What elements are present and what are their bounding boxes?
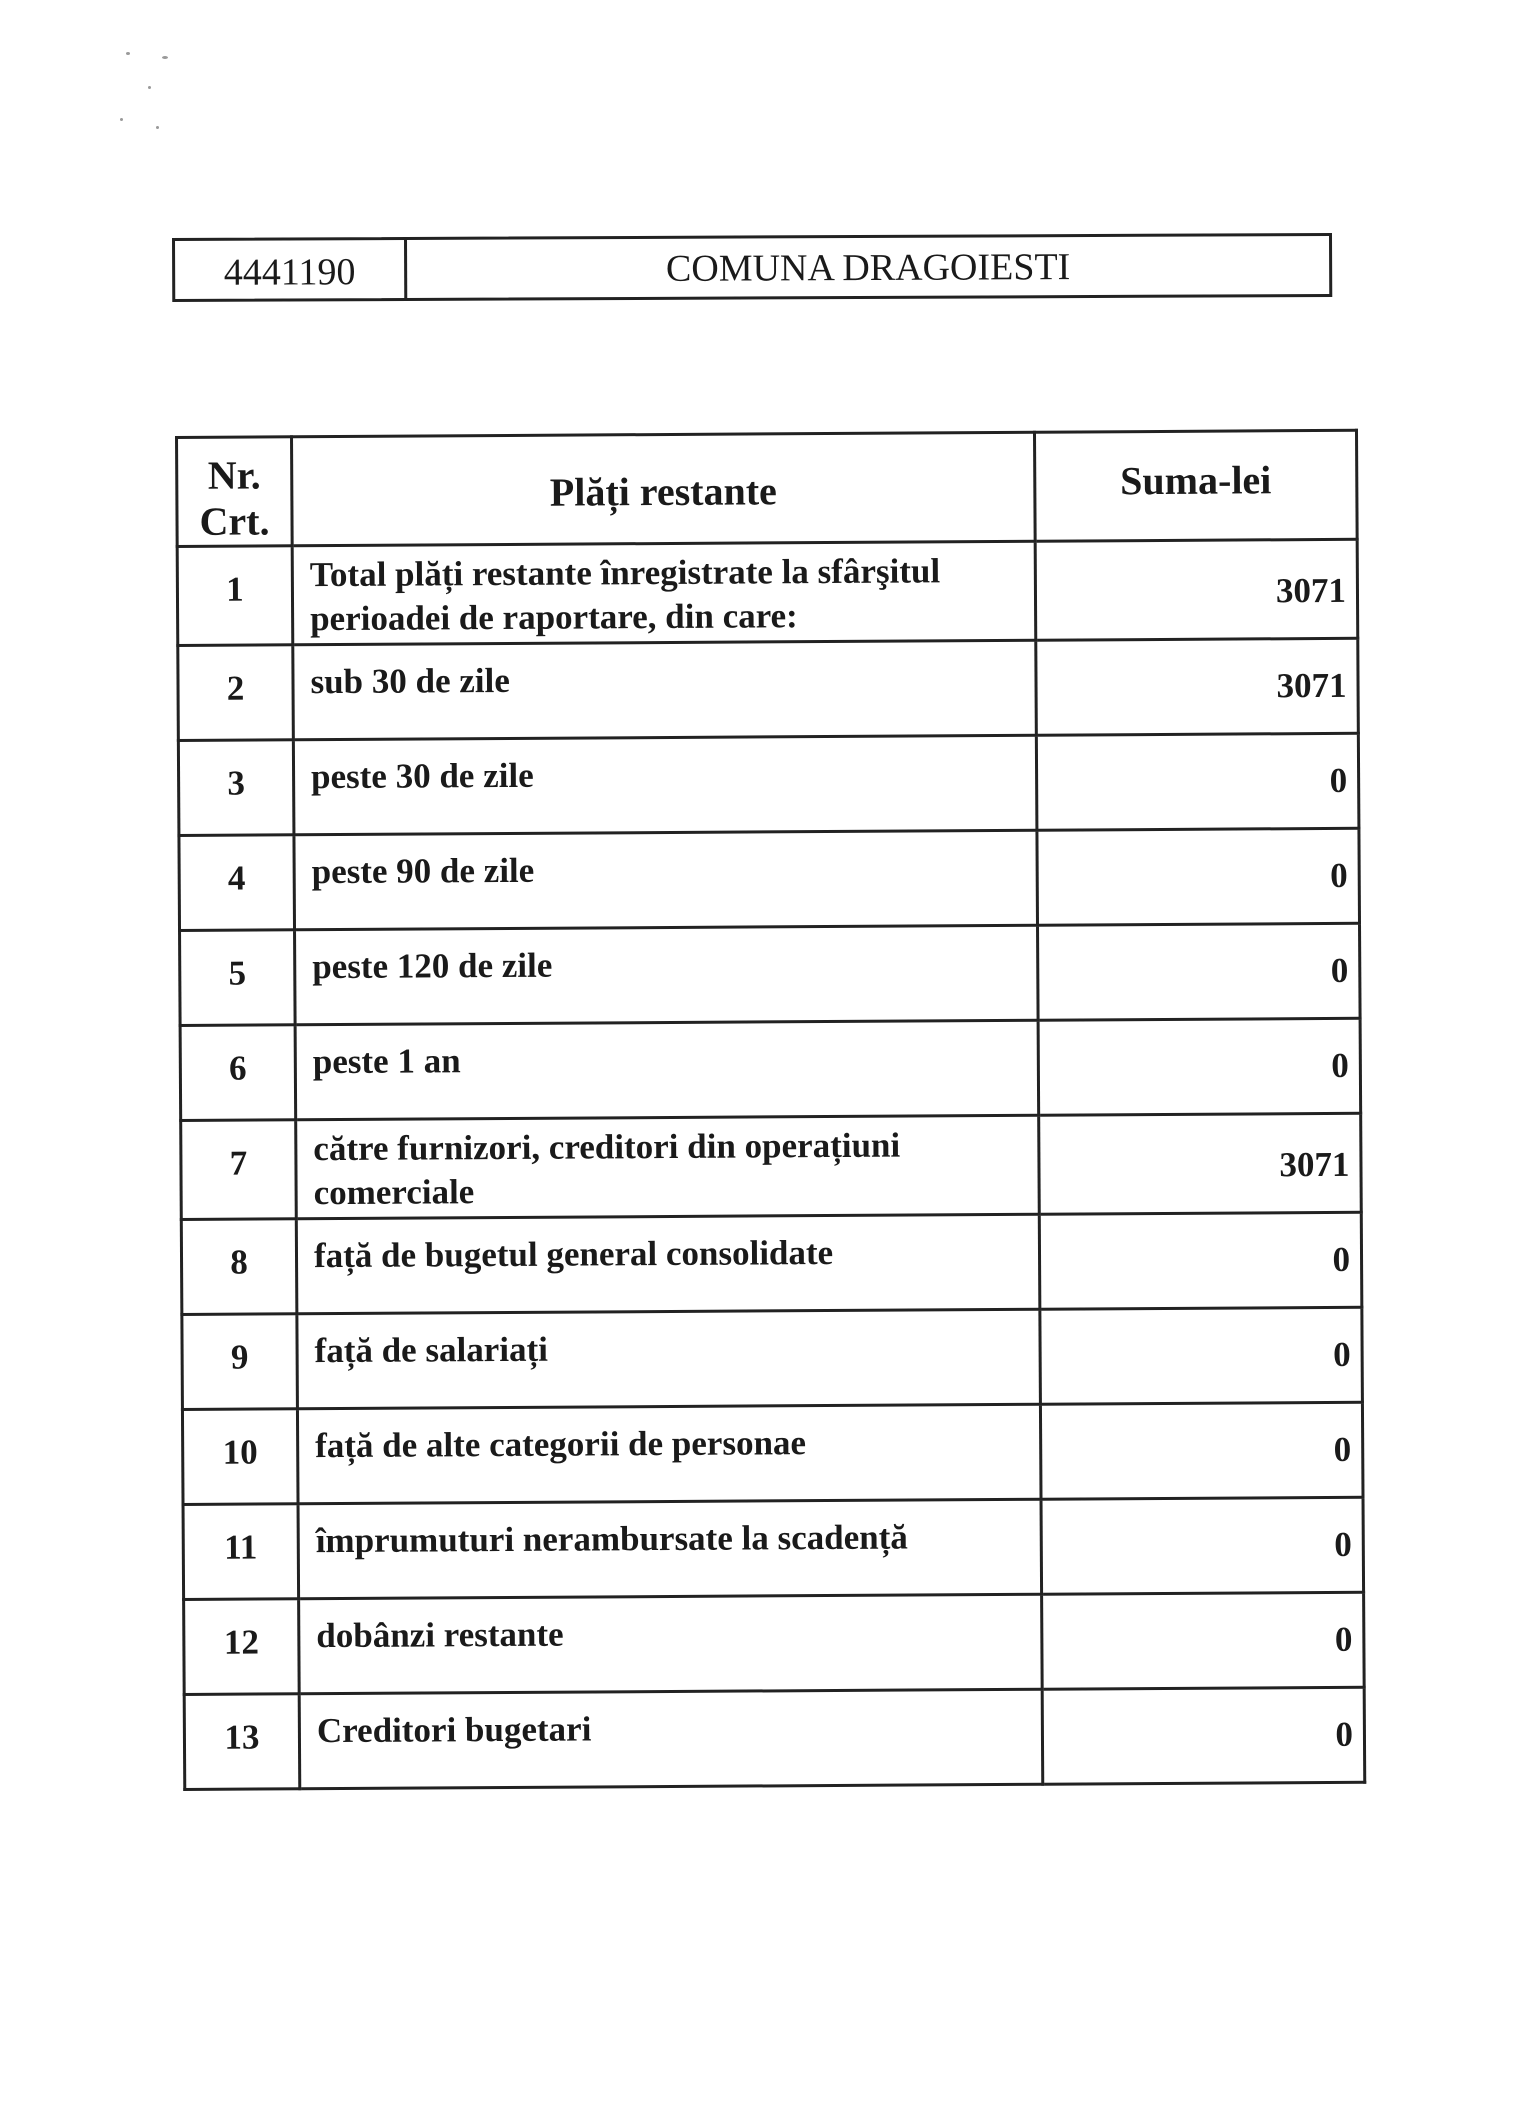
table-row <box>177 539 1358 645</box>
row-description: dobânzi restante <box>299 1594 1043 1694</box>
row-amount: 0 <box>1038 923 1361 1020</box>
institution-code: 4441190 <box>175 240 407 299</box>
row-description: peste 90 de zile <box>294 830 1038 930</box>
column-header-nr <box>177 437 293 547</box>
row-number: 13 <box>184 1694 300 1790</box>
row-amount: 3071 <box>1036 638 1359 735</box>
table-row <box>181 1212 1362 1314</box>
table-row <box>183 1497 1364 1599</box>
table-row <box>181 1113 1362 1219</box>
table-header-row <box>177 430 1358 546</box>
scan-speck <box>156 126 159 129</box>
row-description: Creditori bugetari <box>299 1689 1043 1789</box>
row-description: peste 30 de zile <box>293 735 1037 835</box>
row-number: 12 <box>184 1599 300 1695</box>
overdue-payments-table <box>175 429 1366 1791</box>
row-description: peste 120 de zile <box>295 925 1039 1025</box>
row-description: față de alte categorii de personae <box>297 1404 1041 1504</box>
row-amount: 3071 <box>1039 1113 1362 1214</box>
row-amount: 0 <box>1037 828 1360 925</box>
table-row <box>178 733 1359 835</box>
row-number: 1 <box>177 546 293 646</box>
row-description: către furnizori, creditori din operațiuni comerciale <box>296 1115 1040 1219</box>
row-number: 5 <box>180 930 296 1026</box>
column-header-description: Plăți restante <box>292 432 1036 546</box>
row-amount: 0 <box>1042 1592 1365 1689</box>
row-amount: 0 <box>1036 733 1359 830</box>
row-number: 2 <box>178 645 294 741</box>
table-row <box>180 1018 1361 1120</box>
row-amount: 0 <box>1039 1212 1362 1309</box>
institution-name: COMUNA DRAGOIESTI <box>665 246 1071 290</box>
row-description: față de salariați <box>297 1309 1041 1409</box>
row-number: 3 <box>178 740 294 836</box>
row-description: Total plăți restante înregistrate la sfârşitul perioadei de raportare, din care: <box>292 541 1036 645</box>
table-row <box>184 1687 1365 1789</box>
scan-speck <box>126 52 130 55</box>
column-header-nr-line1: Nr. <box>207 452 261 498</box>
row-amount: 0 <box>1040 1307 1363 1404</box>
row-number: 4 <box>179 835 295 931</box>
row-amount: 0 <box>1042 1687 1365 1784</box>
scan-speck <box>162 56 168 59</box>
table-row <box>182 1402 1363 1504</box>
row-amount: 0 <box>1038 1018 1361 1115</box>
table-row <box>180 923 1361 1025</box>
row-amount: 0 <box>1040 1402 1363 1499</box>
overdue-payments-table-wrap <box>175 429 1363 1791</box>
row-number: 9 <box>182 1314 298 1410</box>
row-number: 8 <box>181 1219 297 1315</box>
row-number: 11 <box>183 1504 299 1600</box>
row-number: 6 <box>180 1025 296 1121</box>
row-amount: 0 <box>1041 1497 1364 1594</box>
column-header-amount: Suma-lei <box>1034 430 1357 541</box>
column-header-nr-line2: Crt. <box>199 498 270 544</box>
table-row <box>178 638 1359 740</box>
row-number: 10 <box>182 1409 298 1505</box>
row-amount: 3071 <box>1035 539 1358 640</box>
table-row <box>182 1307 1363 1409</box>
row-number: 7 <box>181 1120 297 1220</box>
row-description: peste 1 an <box>295 1020 1039 1120</box>
table-row <box>179 828 1360 930</box>
row-description: față de bugetul general consolidate <box>296 1214 1040 1314</box>
scan-speck <box>120 118 123 121</box>
table-row <box>184 1592 1365 1694</box>
institution-header <box>172 233 1332 302</box>
row-description: sub 30 de zile <box>293 640 1037 740</box>
row-description: împrumuturi nerambursate la scadență <box>298 1499 1042 1599</box>
scan-speck <box>148 86 151 89</box>
